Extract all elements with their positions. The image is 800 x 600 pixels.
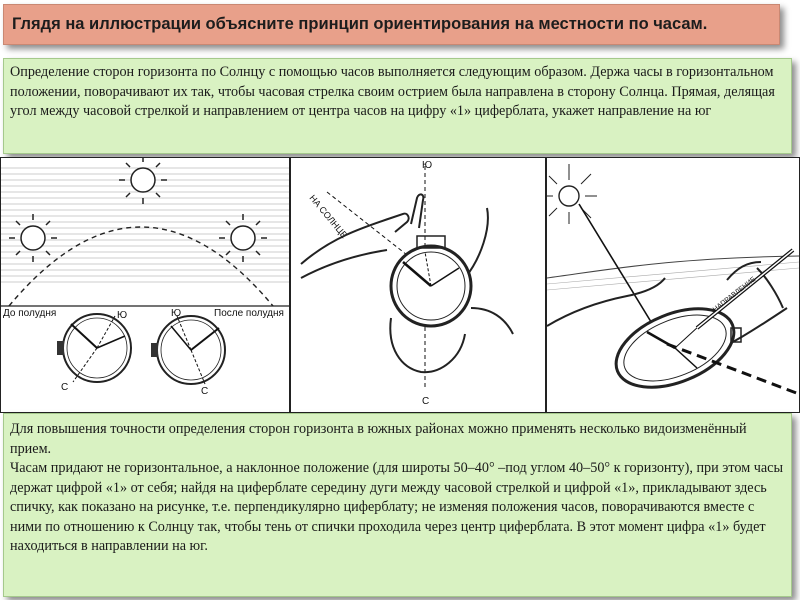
watch-right-south-mark: Ю [171, 308, 182, 319]
sun-left-icon [9, 214, 57, 262]
method-paragraph-1: Для повышения точности определения сторон горизонта в южных районах можно применять несколько видоизменённый прием. [10, 421, 747, 457]
sun-top-icon [119, 158, 167, 204]
match-label: НАПРАВЛЕНИЕ [711, 275, 758, 314]
sun-right-icon [219, 214, 267, 262]
panel2-south-mark: Ю [422, 160, 433, 171]
watch-right-icon [151, 316, 225, 384]
intro-text: Определение сторон горизонта по Солнцу с помощью часов выполняется следующим образом. Держа часы в горизонтальном положении, поворачивают их так, чтобы часовая стрелка своим острием была направлена в сторону Солнца. Прямая, делящая угол между часовой стрелкой и направлением от центра часов на цифру «1» циферблата, укажет направление на юг [10, 64, 775, 119]
illustration-hand-watch [290, 157, 546, 413]
illustration-match-method [546, 157, 800, 413]
sun-direction-label: НА СОЛНЦЕ [307, 192, 350, 241]
illustration-sun-positions [0, 157, 290, 413]
method-paragraph-2: Часам придают не горизонтальное, а наклонное положение (для широты 50–40° –под углом 40–50° к горизонту), при этом часы держат цифрой «1» от себя; найдя на циферблате середину дуги между часовой стрелкой и цифрой «1», прикладывают здесь спичку, как показано на рисунке, т.е. перпендикулярно циферблату; не изменяя положения часов, поворачиваются вместе с ними по отношению к Солнцу так, чтобы тень от спички проходила через центр циферблата. В этот момент цифра «1» будет находиться в направлении на юг. [10, 460, 783, 554]
watch-hand-icon [391, 236, 471, 326]
watch-left-north-mark: С [61, 382, 69, 393]
title-bar [3, 4, 780, 45]
watch-left-icon [57, 314, 131, 382]
intro-text-box [3, 58, 792, 154]
sun-icon [547, 164, 597, 224]
slide-title: Глядя на иллюстрации объясните принцип ориентирования на местности по часам. [12, 15, 708, 33]
method-text-box [3, 413, 792, 597]
watch-left-south-mark: Ю [117, 310, 128, 321]
panel2-north-mark: С [422, 396, 430, 407]
label-before-noon: До полудня [3, 308, 57, 319]
label-after-noon: После полудня [214, 308, 284, 319]
watch-right-north-mark: С [201, 386, 209, 397]
